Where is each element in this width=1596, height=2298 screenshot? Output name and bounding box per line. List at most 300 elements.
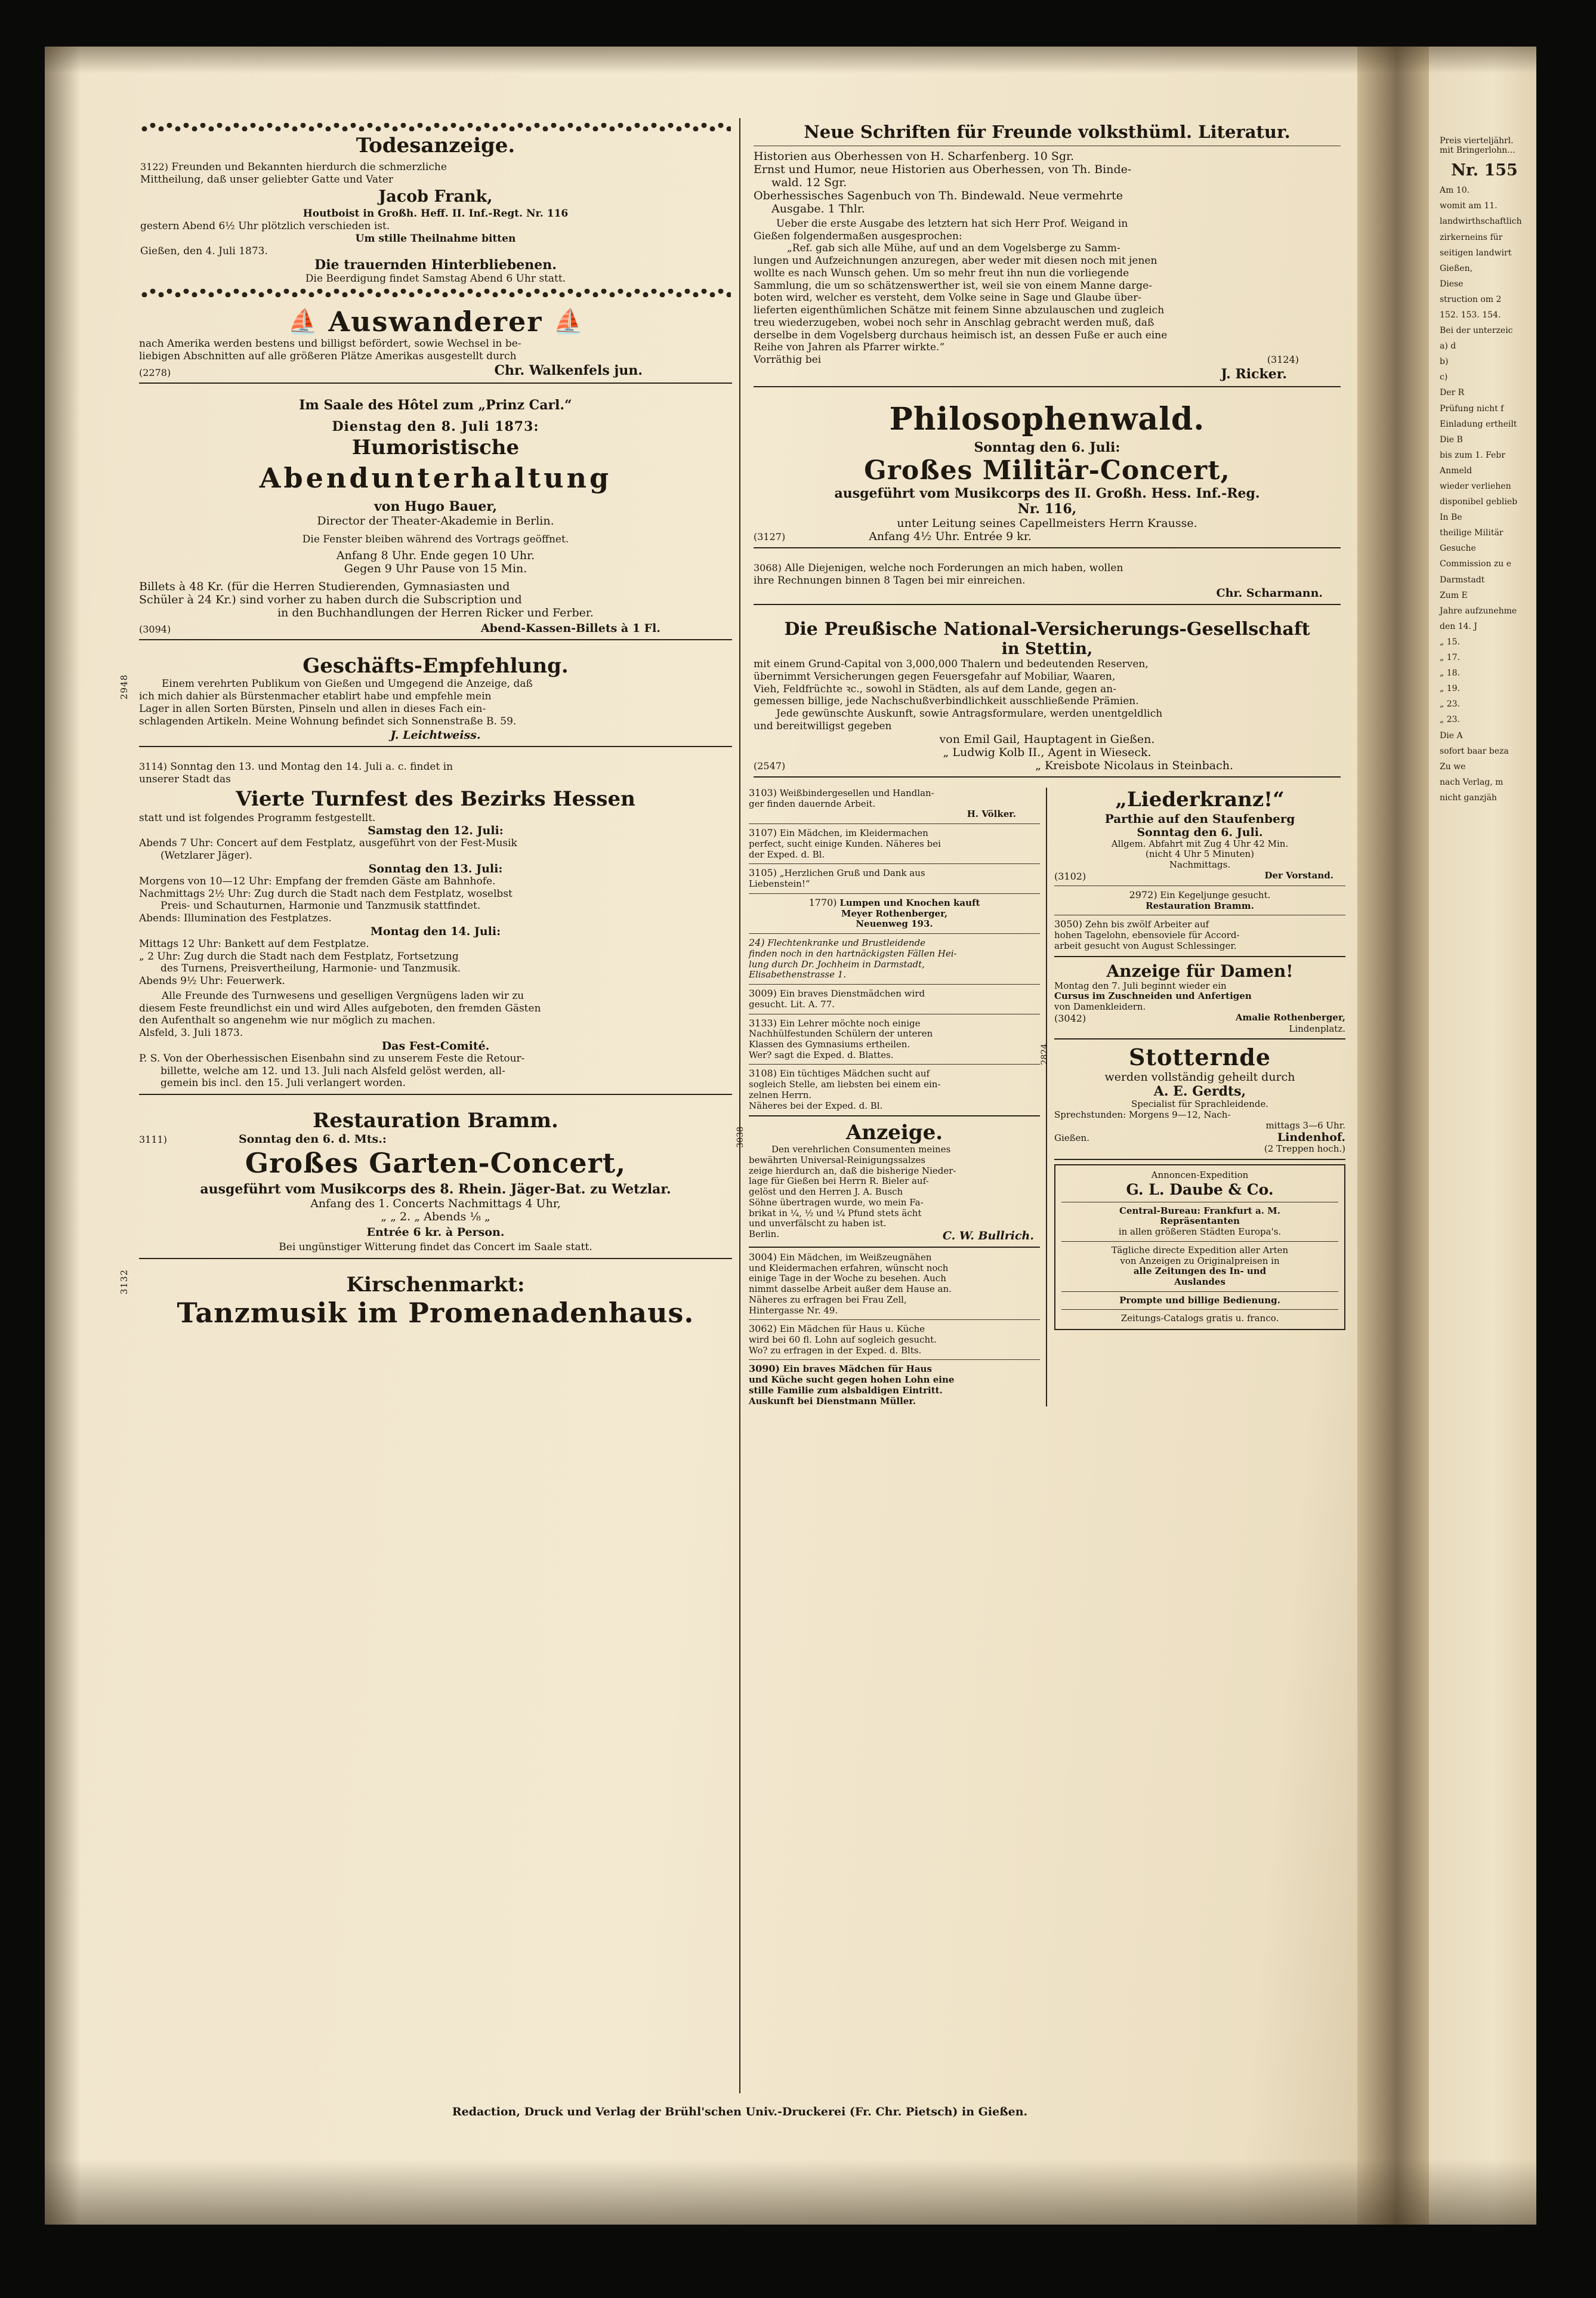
turnfest-intro1: Sonntag den 13. und Montag den 14. Juli a. c. findet in [170,761,453,773]
daube-l2: von Anzeigen zu Originalpreisen in [1120,1255,1280,1266]
todesanzeige-line2: Mittheilung, daß unser geliebter Gatte und Vater [140,173,394,186]
versicherung-l5: Jede gewünschte Auskunft, sowie Antragsformulare, werden unentgeldlich [776,708,1163,720]
divider [749,893,1040,894]
anzeige-l1: Den verehrlichen Consumenten meines [771,1144,951,1155]
divider [1054,1159,1345,1160]
stotternde-l1: werden vollständig geheilt durch [1104,1071,1295,1084]
ad-ref: 3133) [749,1017,777,1029]
sliver-line-38: nach Verlag, m [1440,777,1504,787]
schriften-l1: Historien aus Oberhessen von H. Scharfenberg. 10 Sgr. [754,150,1075,163]
turnfest-ps2: billette, welche am 12. und 13. Juli nach Alsfeld gelöst werden, all- [160,1065,505,1077]
schriften-q7: treu wiederzugeben, wobei noch sehr in Anschlag gebracht werden muß, daß [754,316,1154,329]
stotternde-name: A. E. Gerdts, [1153,1084,1246,1100]
forderungen-signature: Chr. Scharmann. [1216,587,1323,600]
turnfest-ref: 3114) [139,761,167,773]
sliver-line-35: Die A [1440,730,1463,741]
ad-ref: 3009) [749,987,777,999]
ad-line: Wo? zu erfragen in der Exped. d. Blts. [749,1344,922,1356]
versicherung-l2: übernimmt Versicherungen gegen Feuersgefahr auf Mobiliar, Waaren, [754,671,1116,683]
sliver-line-10: a) d [1440,341,1456,351]
todesanzeige-line4: Um stille Theilnahme bitten [355,232,516,245]
divider [1054,1038,1345,1040]
bramm-t1: Anfang des 1. Concerts Nachmittags 4 Uhr, [310,1196,561,1210]
ad-signature: Restauration Bramm. [1146,900,1254,911]
book-gutter [1357,47,1429,2225]
abend-tickets2: Schüler à 24 Kr.) sind vorher zu haben durch die Subscription und [139,593,522,607]
auswanderer-ref: (2278) [139,366,171,378]
versicherung-a2: „ Ludwig Kolb II., Agent in Wieseck. [943,745,1152,759]
abend-tickets3: in den Buchhandlungen der Herren Ricker und Ferber. [277,606,594,620]
versicherung-l3: Vieh, Feldfrüchte ꝛc., sowohl in Städten, als auf dem Lande, gegen an- [754,683,1117,695]
ad-line: Ein tüchtiges Mädchen sucht auf [779,1068,930,1079]
philosophenwald-date: Sonntag den 6. Juli: [974,439,1120,455]
page-edge-shadow [45,47,81,2225]
daube-kind: Annoncen-Expedition [1151,1170,1249,1181]
turnfest-day3-l1: Mittags 12 Uhr: Bankett auf dem Festplatze. [139,937,369,950]
divider [1054,956,1345,957]
schriften-q2: lungen und Aufzeichnungen anzuregen, aber weder mit diesen noch mit jenen [754,255,1157,267]
turnfest-day2-l2: Nachmittags 2½ Uhr: Zug durch die Stadt nach dem Festplatz, woselbst [139,887,513,900]
classified-ad [1054,919,1345,951]
anzeige-l6: Söhne übertragen wurde, wo mein Fa- [749,1196,924,1208]
ad-line: Ein Kegeljunge gesucht. [1160,889,1271,900]
bramm-date: Sonntag den 6. d. Mts.: [238,1132,387,1146]
anzeige-l7: brikat in ¼, ½ und ¼ Pfund stets ächt [749,1207,922,1219]
philosophenwald-by: ausgeführt vom Musikcorps des II. Großh. Hess. Inf.-Reg. [834,485,1260,501]
sliver-line-7: struction om 2 [1440,294,1502,304]
sliver-line-32: „ 19. [1440,684,1460,694]
sliver-masthead: Nr. 155 [1451,161,1518,180]
turnfest-ps1: P. S. Von der Oberhessischen Eisenbahn sind zu unserem Feste die Retour- [139,1052,525,1065]
geschaefts-l4: schlagenden Artikeln. Meine Wohnung befindet sich Sonnenstraße B. 59. [139,715,517,727]
bramm-by: ausgeführt vom Musikcorps des 8. Rhein. Jäger-Bat. zu Wetzlar. [200,1181,671,1197]
stotternde-role: Specialist für Sprachleidende. [1131,1099,1269,1110]
divider [754,604,1341,605]
daube-office: Central-Bureau: Frankfurt a. M. [1119,1205,1280,1216]
damen-address: Lindenplatz. [1289,1023,1345,1034]
ad-line: Hintergasse Nr. 49. [749,1304,838,1316]
turnfest-day3: Montag den 14. Juli: [370,924,501,938]
ad-ref: 3004) [749,1251,777,1263]
ad-line: Ein braves Mädchen für Haus [783,1364,932,1375]
abend-boxoffice: Abend-Kassen-Billets à 1 Fl. [480,622,660,636]
sliver-line-5: Gießen, [1440,263,1473,273]
newspaper-page-right-sliver [1429,47,1536,2225]
divider [749,863,1040,864]
sliver-line-2: landwirthschaftlich [1440,217,1522,227]
advert-sheet [119,118,1345,2165]
daube-l4: Auslandes [1174,1276,1225,1287]
todesanzeige-heading: Todesanzeige. [356,134,515,158]
ad-line: Liebenstein!“ [749,878,810,890]
daube-name: G. L. Daube & Co. [1126,1180,1274,1198]
daube-l3: alle Zeitungen des In- und [1133,1266,1267,1277]
auswanderer-heading: Auswanderer [328,306,543,338]
ad-line: Näheres zu erfragen bei Frau Zell, [749,1294,907,1305]
turnfest-day2-l4: Abends: Illumination des Festplatzes. [139,912,332,925]
divider [139,639,732,640]
damen-l3: von Damenkleidern. [1054,1001,1146,1012]
sliver-line-34: „ 23. [1440,715,1460,725]
classified-ad [749,937,1040,980]
ad-line: lung durch Dr. Jochheim in Darmstadt, [749,958,925,970]
ad-liederkranz [1054,788,1345,882]
liederkranz-signature: Der Vorstand. [1264,869,1333,881]
classified-ad [749,1324,1040,1356]
auswanderer-body2: liebigen Abschnitten auf alle größeren Plätze Amerikas ausgestellt durch [139,350,517,362]
column-right [736,118,1345,1406]
sliver-line-24: Commission zu e [1440,559,1512,569]
philosophenwald-heading: Philosophenwald. [889,400,1205,437]
divider [754,386,1341,387]
ad-line: gesucht. Lit. A. 77. [749,998,835,1010]
ad-abendunterhaltung [134,394,737,651]
sliver-line-16: Die B [1440,434,1463,445]
turnfest-intro3: statt und ist folgendes Programm festgestellt. [139,812,376,824]
liederkranz-l3: Nachmittags. [1169,859,1231,871]
ad-ref: 3105) [749,867,777,879]
ad-line: nimmt dasselbe Arbeit außer dem Hause an. [749,1284,952,1295]
versicherung-l1: mit einem Grund-Capital von 3,000,000 Thalern und bedeutenden Reserven, [754,658,1149,671]
sliver-line-6: Diese [1440,279,1464,289]
classified-ad [1054,890,1345,912]
ad-daube [1054,1164,1345,1330]
sliver-line-4: seitigen landwirt [1440,248,1512,258]
ad-line: zelnen Herrn. [749,1090,812,1100]
abend-title: Abendunterhaltung [259,461,612,494]
ad-line: Nachhülfestunden Schülern der unteren [749,1028,933,1040]
anzeige-l3: zeige hierdurch an, daß die bisherige Nieder- [749,1165,956,1176]
turnfest-closing3: den Aufenthalt so angenehm wie nur möglich zu machen. [139,1014,436,1027]
ad-line: Näheres bei der Exped. d. Bl. [749,1100,883,1111]
liederkranz-l1: Allgem. Abfahrt mit Zug 4 Uhr 42 Min. [1111,838,1289,849]
ad-line: der Exped. d. Bl. [749,849,825,860]
sliver-line-11: b) [1440,357,1449,367]
sliver-line-17: bis zum 1. Febr [1440,450,1505,460]
ad-signature: H. Völker. [967,809,1016,820]
turnfest-day2: Sonntag den 13. Juli: [368,862,503,875]
ad-line: Ein Mädchen für Haus u. Küche [779,1324,925,1335]
versicherung-a3: „ Kreisbote Nicolaus in Steinbach. [1035,758,1233,772]
sliver-line-18: Anmeld [1440,465,1472,476]
anzeige-ref: 3038 [736,1127,745,1149]
ad-line: Ein Mädchen, im Kleidermachen [779,827,928,838]
schriften-q1: „Ref. gab sich alle Mühe, auf und an dem Vogelsberge zu Samm- [787,242,1120,255]
ad-line: Klassen des Gymnasiums ertheilen. [749,1039,910,1050]
classified-ad [749,788,1040,820]
ad-signature: Meyer Rothenberger, [841,908,948,919]
ad-line: perfect, sucht einige Kunden. Näheres bei [749,838,941,849]
schriften-signature: J. Ricker. [1221,366,1287,382]
schriften-q4: Sammlung, die um so schätzenswerther ist, weil sie von einem Manne darge- [754,279,1152,292]
turnfest-day1-l1: Abends 7 Uhr: Concert auf dem Festplatz, ausgeführt von der Fest-Musik [139,837,517,850]
turnfest-day3-l3: des Turnens, Preisvertheilung, Harmonie- und Tanzmusik. [160,963,461,975]
classified-ad [749,1068,1040,1111]
ad-line: Ein Lehrer möchte noch einige [779,1017,921,1029]
classifieds-left [736,786,1047,1407]
next-page-text [1440,136,1529,809]
sliver-line-23: Gesuche [1440,544,1476,554]
ad-ref: 2972) [1129,889,1157,900]
divider [749,823,1040,824]
sliver-line-21: In Be [1440,513,1462,523]
versicherung-l6: und bereitwilligst gegeben [754,720,892,732]
schriften-ref: (3124) [1267,354,1299,366]
ad-kirschenmarkt [119,1269,737,1335]
daube-rep: Repräsentanten [1160,1216,1240,1227]
turnfest-committee: Das Fest-Comité. [381,1039,490,1053]
sliver-line-19: wieder verliehen [1440,482,1511,492]
sliver-line-31: „ 18. [1440,668,1460,678]
anzeige-city: Berlin. [749,1228,780,1239]
page-bottom-shadow [45,2159,1536,2225]
schriften-l2: Ernst und Humor, neue Historien aus Oberhessen, von Th. Binde- [754,163,1132,176]
turnfest-closing1: Alle Freunde des Turnwesens und geselligen Vergnügens laden wir zu [162,989,524,1002]
versicherung-heading: Die Preußische National-Versicherungs-Gesellschaft [784,619,1310,640]
turnfest-place: Alsfeld, 3. Juli 1873. [139,1027,243,1040]
kirschenmarkt-heading: Kirschenmarkt: [346,1272,525,1297]
turnfest-heading: Vierte Turnfest des Bezirks Hessen [236,786,635,811]
divider [749,933,1040,934]
divider [749,1247,1040,1248]
ad-line: und Kleidermachen erfahren, wünscht noch [749,1262,949,1273]
forderungen-l2: ihre Rechnungen binnen 8 Tagen bei mir einreichen. [754,574,1026,587]
classified-ad [749,868,1040,890]
sliver-line-14: Prüfung nicht f [1440,403,1504,414]
turnfest-day2-l3: Preis- und Schauturnen, Harmonie und Tanzmusik stattfindet. [160,900,481,912]
kirschenmarkt-title: Tanzmusik im Promenadenhaus. [177,1296,694,1329]
todesanzeige-line5: Die Beerdigung findet Samstag Abend 6 Uhr statt. [305,273,566,285]
ad-ref: 24) [749,937,765,948]
turnfest-closing2: diesem Feste freundlichst ein und wird Alles aufgeboten, den fremden Gästen [139,1002,541,1014]
ad-line: Elisabethenstrasse 1. [749,969,847,980]
liederkranz-date: Sonntag den 6. Juli. [1137,825,1263,839]
bramm-title: Großes Garten-Concert, [245,1146,626,1179]
stotternde-city: Gießen. [1054,1133,1089,1144]
schriften-q6: lieferten eigenthümlichen Schätze mit feinem Sinne abzulauschen und zugleich [754,304,1165,317]
stotternde-heading: Stotternde [1128,1044,1271,1071]
page-footer: Redaction, Druck und Verlag der Brühl'schen Univ.-Druckerei (Fr. Chr. Pietsch) in Gießen. [452,2105,1028,2118]
anzeige-l4: lage für Gießen bei Herrn R. Bieler auf- [749,1176,929,1187]
versicherung-l4: gemessen billige, jede Nachschußverbindlichkeit ausschließende Prämien. [754,695,1139,708]
classified-ad [749,828,1040,860]
abend-note: Die Fenster bleiben während des Vortrags geöffnet. [302,533,569,545]
ad-line: Auskunft bei Dienstmann Müller. [749,1395,916,1406]
abend-tickets1: Billets à 48 Kr. (für die Herren Studierenden, Gymnasiasten und [139,580,510,594]
sliver-line-3: zirkerneins für [1440,232,1503,242]
ad-line: Wer? sagt die Exped. d. Blattes. [749,1049,894,1060]
anzeige-l5: gelöst und den Herren J. A. Busch [749,1186,903,1198]
ad-line: „Herzlichen Gruß und Dank aus [779,868,925,879]
geschaefts-ref: 2948 [119,674,129,700]
stotternde-addr2: (2 Treppen hoch.) [1264,1143,1345,1155]
versicherung-a1: von Emil Gail, Hauptagent in Gießen. [939,732,1155,746]
bramm-note: Bei ungünstiger Witterung findet das Concert im Saale statt. [279,1241,592,1253]
geschaefts-l3: Lager in allen Sorten Bürsten, Pinseln und allen in dieses Fach ein- [139,702,486,715]
classified-ad [749,1364,1040,1406]
philosophenwald-start: Anfang 4½ Uhr. Entrée 9 kr. [869,529,1032,543]
ad-line: und Küche sucht gegen hohen Lohn eine [749,1374,955,1386]
sliver-line-9: Bei der unterzeic [1440,326,1513,336]
deceased-name: Jacob Frank, [378,187,493,206]
schriften-q8: derselbe in dem Vogelsberg durchaus heimisch ist, an dessen Fuße er auch eine [754,329,1168,341]
daube-l1: Tägliche directe Expedition aller Arten [1111,1244,1289,1256]
sliver-line-29: „ 15. [1440,637,1460,647]
turnfest-day1-l2: (Wetzlarer Jäger). [160,850,252,862]
divider [1061,1241,1338,1242]
ad-ref: 3107) [749,826,777,838]
sliver-line-25: Darmstadt [1440,575,1485,585]
turnfest-day1: Samstag den 12. Juli: [368,824,504,838]
ad-ref: 3090) [749,1363,780,1375]
ad-neue-schriften [749,118,1345,397]
decorative-wave-top [140,123,731,131]
ad-restauration-bramm [134,1105,737,1269]
abend-date: Dienstag den 8. Juli 1873: [332,418,539,434]
versicherung-ref: (2547) [754,760,786,772]
sliver-line-26: Zum E [1440,590,1468,600]
turnfest-ps3: gemein bis incl. den 15. Juli verlangert worden. [160,1077,406,1090]
sliver-line-36: sofort baar beza [1440,746,1509,756]
abend-kind: Humoristische [351,435,520,459]
ad-stotternde [1040,1044,1345,1155]
ad-damen [1054,961,1345,1035]
ad-line: finden noch in den hartnäckigsten Fällen Hei- [749,948,957,959]
liederkranz-sub: Parthie auf den Staufenberg [1104,811,1295,826]
divider [139,383,732,384]
deceased-role: Houtboist in Großh. Heff. II. Inf.-Regt. Nr. 116 [302,208,569,220]
bramm-heading: Restauration Bramm. [313,1108,558,1133]
damen-signature: Amalie Rothenberger, [1235,1011,1345,1023]
sliver-line-0: Am 10. [1440,186,1470,196]
daube-rep2: in allen größeren Städten Europa's. [1118,1226,1282,1238]
kirschenmarkt-ref: 3132 [119,1269,129,1294]
divider [749,1115,1040,1116]
sliver-line-22: theilige Militär [1440,528,1504,538]
divider [139,1258,732,1259]
sliver-line-39: nicht ganzjäh [1440,792,1497,803]
abend-ref: (3094) [139,624,171,636]
damen-l2: Cursus im Zuschneiden und Anfertigen [1054,991,1252,1002]
sailing-ship-icon-left: ⛵ [288,308,318,336]
stotternde-addr1: Lindenhof. [1277,1131,1345,1145]
classified-ad [749,1252,1040,1316]
turnfest-day2-l1: Morgens von 10—12 Uhr: Empfang der fremden Gäste am Bahnhofe. [139,875,496,887]
schriften-q9: Reihe von Jahren als Pfarrer wirkte.“ [754,341,945,354]
ad-ref: 1770) [808,896,837,908]
ad-line: einige Tage in der Woche zu besehen. Auch [749,1273,946,1284]
ad-versicherung [749,615,1345,787]
ad-line: Zehn bis zwölf Arbeiter auf [1085,919,1209,930]
turnfest-intro2: unserer Stadt das [139,773,231,786]
liederkranz-heading: „Liederkranz!“ [1115,787,1285,812]
divider [139,1094,732,1095]
classifieds-grid [736,786,1345,1407]
damen-l1: Montag den 7. Juli beginnt wieder ein [1054,980,1227,991]
sliver-top-note: Preis vierteljährl. mit Bringerlohn... [1440,136,1515,156]
sliver-line-13: Der R [1440,388,1465,398]
philosophenwald-ref: (3127) [754,530,786,542]
classifieds-right [1040,787,1345,1407]
ad-turnfest [134,757,737,1105]
turnfest-day3-l2: „ 2 Uhr: Zug durch die Stadt nach dem Festplatz, Fortsetzung [139,950,459,963]
ad-line: wird bei 60 fl. Lohn auf sogleich gesucht. [749,1334,937,1346]
schriften-avail: Vorräthig bei [754,354,822,366]
schriften-q3: wollte es nach Wunsch gehen. Um so mehr freut ihn nun die vorliegende [754,267,1129,279]
sliver-line-28: den 14. J [1440,621,1478,631]
anzeige-l2: bewährten Universal-Reinigungssalzes [749,1155,926,1166]
divider [749,1359,1040,1360]
ad-forderungen [749,559,1345,615]
ad-line: Flechtenkranke und Brustleidende [767,937,926,948]
abend-pause: Gegen 9 Uhr Pause von 15 Min. [344,562,527,576]
sliver-line-37: Zu we [1440,761,1466,772]
bramm-price: Entrée 6 kr. à Person. [366,1225,505,1239]
ad-line: Ein Mädchen, im Weißzeugnähen [779,1251,932,1263]
ad-line: Ein braves Dienstmädchen wird [779,988,925,999]
schriften-p2: Gießen folgendermaßen ausgesprochen: [754,230,962,242]
daube-service: Prompte und billige Bedienung. [1119,1294,1280,1306]
divider [754,547,1341,548]
liederkranz-ref: (3102) [1054,870,1086,882]
ad-ref: 3122) [140,161,168,172]
classified-ad [749,988,1040,1010]
open-book [45,47,1536,2225]
anzeige-l8: und unverfälscht zu haben ist. [749,1218,887,1229]
abend-by: von Hugo Bauer, [373,498,498,514]
sliver-line-8: 152. 153. 154. [1440,310,1501,320]
divider [749,1319,1040,1320]
stotternde-ref: 2824 [1040,1044,1049,1065]
sailing-ship-icon-right: ⛵ [553,308,584,336]
ad-address: Neuenweg 193. [856,918,933,930]
bramm-ref: 3111) [139,1133,167,1145]
ad-auswanderer [134,302,737,393]
schriften-p1: Ueber die erste Ausgabe des letztern hat sich Herr Prof. Weigand in [776,218,1128,230]
sliver-line-30: „ 17. [1440,653,1460,663]
ad-line: arbeit gesucht von August Schlessinger. [1054,940,1237,951]
geschaefts-signature: J. Leichtweiss. [390,729,481,742]
divider [139,746,732,747]
ad-anzeige-bullrich [736,1121,1040,1242]
abend-times: Anfang 8 Uhr. Ende gegen 10 Uhr. [336,549,535,563]
column-divider [739,118,740,2093]
ad-philosophenwald [749,397,1345,559]
philosophenwald-leader: unter Leitung seines Capellmeisters Herrn Krausse. [897,516,1197,530]
divider [749,984,1040,985]
ad-line: stille Familie zum alsbaldigen Eintritt. [749,1385,943,1396]
ad-ref: 3108) [749,1068,777,1079]
divider [754,776,1341,778]
schriften-l4: Oberhessisches Sagenbuch von Th. Bindewald. Neue vermehrte [754,189,1123,202]
divider [1061,1309,1338,1310]
sliver-line-1: womit am 11. [1440,201,1498,211]
forderungen-ref: 3068) [754,562,782,573]
ad-ref: 3062) [749,1323,777,1335]
decorative-wave-bottom [140,289,731,297]
stotternde-hours2: mittags 3—6 Uhr. [1265,1119,1345,1131]
anzeige-signature: C. W. Bullrich. [942,1229,1034,1242]
ad-line: sogleich Stelle, am liebsten bei einem ein- [749,1079,941,1090]
damen-heading: Anzeige für Damen! [1106,961,1294,981]
turnfest-day3-l4: Abends 9½ Uhr: Feuerwerk. [139,975,285,988]
todesanzeige-line1: Freunden und Bekannten hierdurch die schmerzliche [171,161,447,173]
ad-ref: 3103) [749,786,777,798]
geschaefts-heading: Geschäfts-Empfehlung. [302,654,569,678]
sliver-line-15: Einladung ertheilt [1440,419,1517,429]
ad-line: ger finden dauernde Arbeit. [749,798,876,809]
geschaefts-l2: ich mich dahier als Bürstenmacher etablirt habe und empfehle mein [139,690,492,703]
